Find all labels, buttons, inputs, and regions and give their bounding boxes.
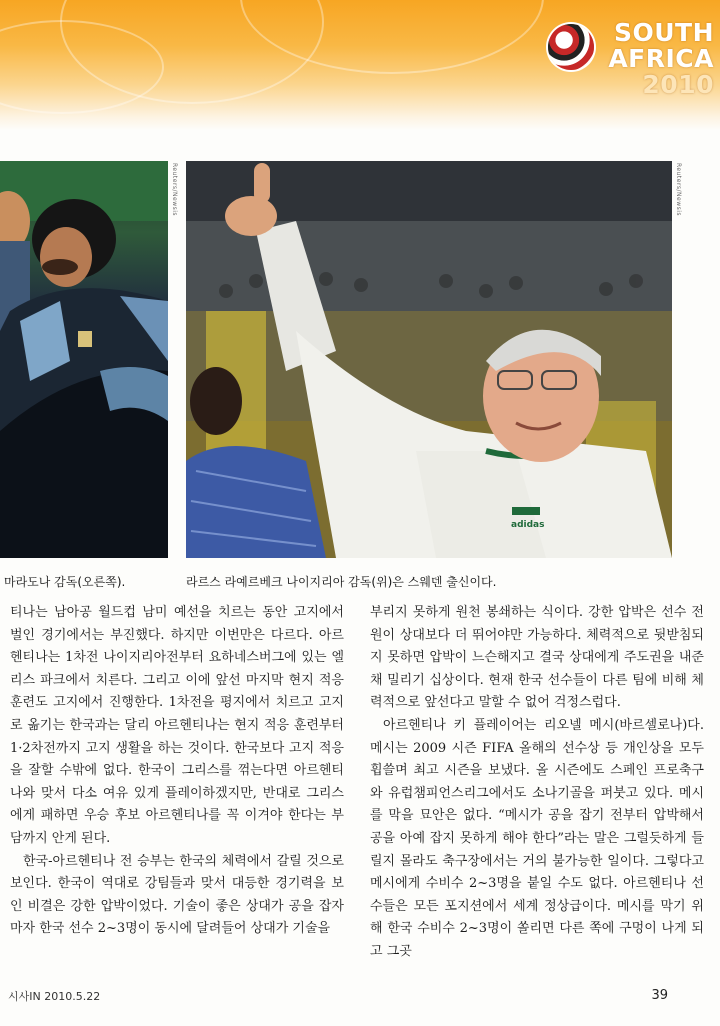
photo-maradona-illustration: [0, 161, 168, 558]
paragraph: 부리지 못하게 원천 봉쇄하는 식이다. 강한 압박은 선수 전원이 상대보다 더 뛰어야만 가능하다. 체력적으로 뒷받침되지 못하면 압박이 느슨해지고 결국 상대에게 주도권을 내준 채 밀리기 십상이다. 현재 한국 선수들이 다른 팀에 비해 체력적으로 앞선다고 말할 수 없어 걱정스럽다.: [370, 605, 704, 711]
logo-line-2: AFRICA: [608, 44, 714, 73]
article-column-left: [10, 602, 344, 941]
photo-lagerback-illustration: [186, 161, 672, 558]
world-cup-logo: [608, 20, 714, 98]
shirt-brand-label: adidas: [511, 520, 545, 530]
logo-line-1: SOUTH: [613, 18, 714, 47]
logo-line-3: 2010: [642, 70, 714, 99]
magazine-issue: 시사IN 2010.5.22: [8, 990, 101, 1003]
page-number: 39: [651, 988, 668, 1003]
soccer-ball-icon: [548, 24, 594, 70]
caption-left: 마라도나 감독(오른쪽).: [4, 575, 126, 589]
caption-right: 라르스 라예르베크 나이지리아 감독(위)은 스웨덴 출신이다.: [186, 575, 497, 589]
photo-lagerback: [186, 161, 672, 558]
photo-credit-left: Reuters/Newsis: [171, 163, 178, 217]
photo-credit-right: Reuters/Newsis: [675, 163, 682, 217]
paragraph: 한국-아르헨티나 전 승부는 한국의 체력에서 갈릴 것으로 보인다. 한국이 역대로 강팀들과 맞서 대등한 경기력을 보인 비결은 강한 압박이었다. 기술이 좋은 상대가 공을 잡자마자 한국 선수 2~3명이 동시에 달려들어 상대가 기술을: [10, 853, 344, 937]
article-column-right: [370, 602, 704, 964]
paragraph: 티나는 남아공 월드컵 남미 예선을 치르는 동안 고지에서 벌인 경기에서는 부진했다. 하지만 이번만은 다르다. 아르헨티나는 1차전 나이지리아전부터 요하네스버그에 있는 엘리스 파크에서 치른다. 그리고 이에 앞선 마지막 현지 적응 훈련도 고지에서 진행한다. 1차전을 평지에서 치르고 고지로 옮기는 한국과는 달리 아르헨티나는 현지 적응 훈련부터 1·2차전까지 고지 생활을 하는 것이다. 한국보다 고지 적응을 잘할 수밖에 없다. 한국이 그리스를 꺾는다면 아르헨티나와 맞서 다소 여유 있게 플레이하겠지만, 반대로 그리스에게 패하면 우승 후보 아르헨티나를 꼭 이겨야 한다는 부담까지 안게 된다.: [10, 605, 344, 846]
paragraph: 아르헨티나 키 플레이어는 리오넬 메시(바르셀로나)다. 메시는 2009 시즌 FIFA 올해의 선수상 등 개인상을 모두 휩쓸며 최고 시즌을 보냈다. 올 시즌에도 스페인 프로축구와 유럽챔피언스리그에서도 소나기골을 퍼붓고 있다. 메시를 막을 묘안은 없다. “메시가 공을 잡기 전부터 압박해서 공을 아예 잡지 못하게 해야 한다”라는 말은 그럴듯하게 들릴지 몰라도 축구장에서는 거의 불가능한 일이다. 그렇다고 메시에게 수비수 2~3명을 붙일 수도 없다. 아르헨티나 선수들은 모든 포지션에서 세계 정상급이다. 메시를 막기 위해 한국 수비수 2~3명이 쏠리면 다른 쪽에 구멍이 나게 되고 그곳: [370, 717, 704, 959]
photo-maradona: [0, 161, 168, 558]
